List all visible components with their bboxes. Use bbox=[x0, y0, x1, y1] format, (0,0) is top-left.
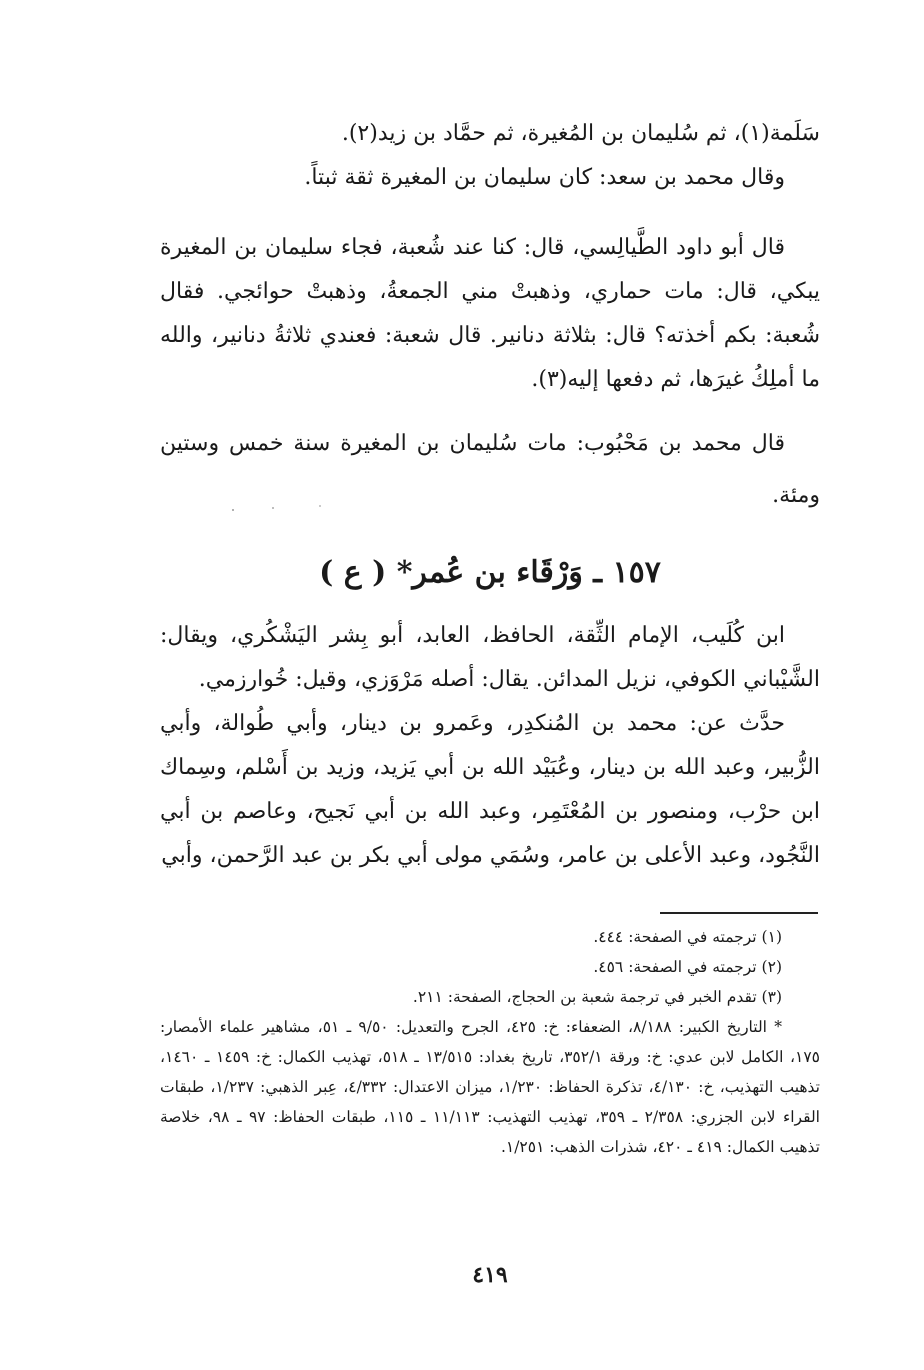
tayalisi-paragraph: قال أبو داود الطَّيالِسي، قال: كنا عند شُعبة، فجاء سليمان بن المغيرة يبكي، قال: مات حماري، وذهبتْ مني الجمعةُ، وذهبتْ حوائجي. فقال شُعبة: بكم أخذته؟ قال: بثلاثة دنانير. قال شعبة: فعندي ثلاثةُ دنانير، والله ما أملِكُ غيرَها، ثم دفعها إليه(٣). bbox=[160, 235, 820, 392]
footnote-2: (٢) ترجمته في الصفحة: ٤٥٦. bbox=[593, 958, 782, 976]
footnote-1: (١) ترجمته في الصفحة: ٤٤٤. bbox=[593, 928, 782, 946]
footnotes bbox=[160, 922, 820, 1162]
continuation-line: سَلَمة(١)، ثم سُليمان بن المُغيرة، ثم حمَّاد بن زيد(٢). bbox=[341, 121, 820, 146]
ibn-sad-quote: وقال محمد بن سعد: كان سليمان بن المغيرة ثقة ثبتاً. bbox=[304, 165, 785, 190]
footnote-separator bbox=[660, 912, 818, 914]
entry-body bbox=[160, 614, 820, 878]
page-number: ٤١٩ bbox=[472, 1262, 508, 1288]
sources-footnote: * التاريخ الكبير: ٨/١٨٨، الضعفاء: خ: ٤٢٥، الجرح والتعديل: ٩/٥٠ ـ ٥١، مشاهير علماء الأمصار: ١٧٥، الكامل لابن عدي: خ: ورقة ٣٥٢/١، تاريخ بغداد: ١٣/٥١٥ ـ ٥١٨، تهذيب الكمال: خ: ١٤٥٩ ـ ١٤٦٠، تذهيب التهذيب، خ: ٤/١٣٠، تذكرة الحفاظ: ١/٢٣٠، ميزان الاعتدال: ٤/٣٣٢، عِبر الذهبي: ١/٢٣٧، طبقات القراء لابن الجزري: ٢/٣٥٨ ـ ٣٥٩، تهذيب التهذيب: ١١/١١٣ ـ ١١٥، طبقات الحفاظ: ٩٧ ـ ٩٨، خلاصة تذهيب الكمال: ٤١٩ ـ ٤٢٠، شذرات الذهب: ١/٢٥١. bbox=[160, 1018, 820, 1156]
footnote-3: (٣) تقدم الخبر في ترجمة شعبة بن الحجاج، الصفحة: ٢١١. bbox=[412, 988, 782, 1006]
scan-specks bbox=[225, 500, 345, 520]
entry-intro-paragraph: ابن كُلَيب، الإمام الثِّقة، الحافظ، العابد، أبو بِشر اليَشْكُري، ويقال: الشَّيْباني الكوفي، نزيل المدائن. يقال: أصله مَرْوَزي، وقيل: خُوارزمي. bbox=[160, 623, 820, 692]
entry-heading: ١٥٧ ـ وَرْقَاء بن عُمر* ( ع ) bbox=[319, 555, 661, 590]
mahbub-paragraph: قال محمد بن مَحْبُوب: مات سُليمان بن المغيرة سنة خمس وستين ومئة. bbox=[160, 431, 820, 508]
entry-teachers-paragraph: حدَّث عن: محمد بن المُنكدِر، وعَمرو بن دينار، وأبي طُوالة، وأبي الزُّبير، وعبد الله بن دينار، وعُبَيْد الله بن أبي يَزيد، وزيد بن أَسْلم، وسِماك ابن حرْب، ومنصور بن المُعْتَمِر، وعبد الله بن أبي نَجيح، وعاصم بن أبي النَّجُود، وعبد الأعلى بن عامر، وسُمَي مولى أبي بكر بن عبد الرَّحمن، وأبي bbox=[160, 711, 820, 868]
top-section bbox=[160, 112, 820, 200]
